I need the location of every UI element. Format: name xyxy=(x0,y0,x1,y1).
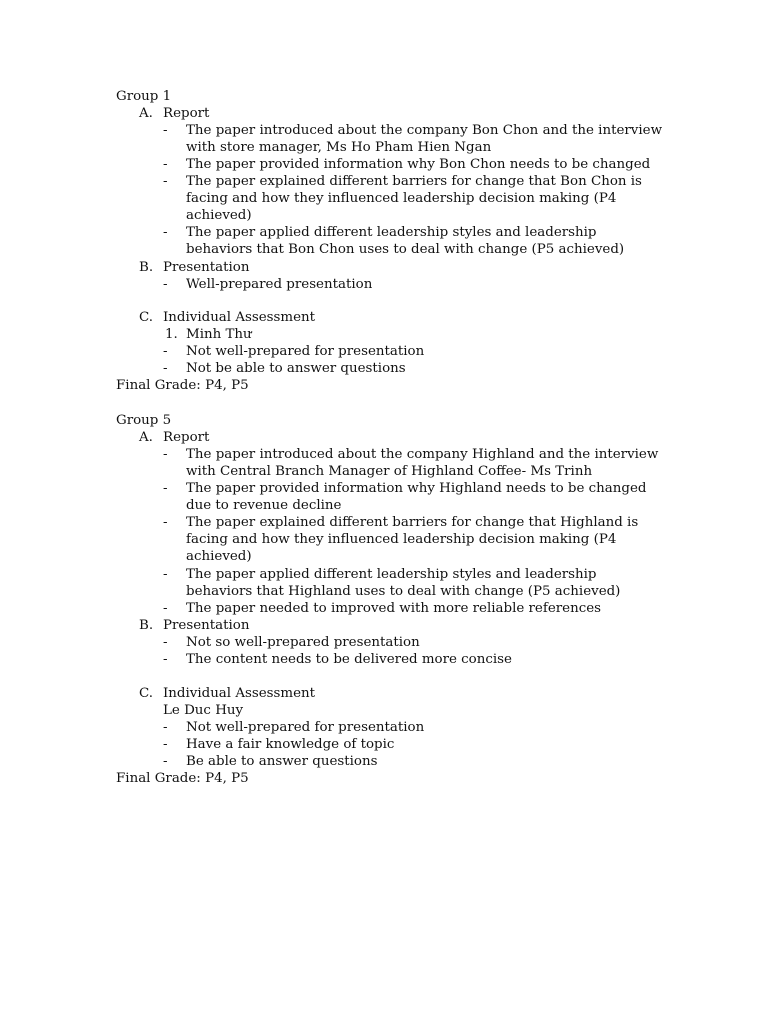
group5-report-item-3-line-2: facing and how they influenced leadership decision making (P4 xyxy=(186,532,617,547)
bullet-dash: - xyxy=(163,720,168,735)
group5-student-name: Le Duc Huy xyxy=(163,703,244,718)
group5-presentation-item-1: Not so well-prepared presentation xyxy=(186,635,420,650)
group1-student-name: Minh Thư xyxy=(186,327,252,342)
group1-report-item-1-line-2: with store manager, Ms Ho Pham Hien Ngan xyxy=(186,140,492,155)
group1-report-item-3-line-1: The paper explained different barriers for change that Bon Chon is xyxy=(186,174,642,189)
group5-report-item-2-line-2: due to revenue decline xyxy=(186,498,342,513)
group5-report-heading: Report xyxy=(163,430,210,445)
group5-report-item-5-line-1: The paper needed to improved with more reliable references xyxy=(186,601,601,616)
bullet-dash: - xyxy=(163,447,168,462)
bullet-dash: - xyxy=(163,567,168,582)
bullet-dash: - xyxy=(163,481,168,496)
group1-presentation-marker: B. xyxy=(139,260,154,275)
group1-report-heading: Report xyxy=(163,106,210,121)
bullet-dash: - xyxy=(163,174,168,189)
group1-title: Group 1 xyxy=(116,89,172,104)
group1-report-item-3-line-3: achieved) xyxy=(186,208,252,223)
group1-final-grade: Final Grade: P4, P5 xyxy=(116,378,249,393)
group1-student-marker: 1. xyxy=(165,327,178,342)
group5-individual-item-2: Have a fair knowledge of topic xyxy=(186,737,395,752)
bullet-dash: - xyxy=(163,754,168,769)
group1-individual-item-1: Not well-prepared for presentation xyxy=(186,344,425,359)
group5-presentation-marker: B. xyxy=(139,618,154,633)
group1-presentation-heading: Presentation xyxy=(163,260,250,275)
group5-individual-marker: C. xyxy=(139,686,154,701)
bullet-dash: - xyxy=(163,123,168,138)
bullet-dash: - xyxy=(163,601,168,616)
group5-final-grade: Final Grade: P4, P5 xyxy=(116,771,249,786)
bullet-dash: - xyxy=(163,652,168,667)
group5-presentation-item-2: The content needs to be delivered more concise xyxy=(186,652,512,667)
group5-individual-heading: Individual Assessment xyxy=(163,686,316,701)
group5-report-item-2-line-1: The paper provided information why Highland needs to be changed xyxy=(186,481,647,496)
group5-individual-item-3: Be able to answer questions xyxy=(186,754,378,769)
group1-presentation-item-1: Well-prepared presentation xyxy=(186,277,373,292)
bullet-dash: - xyxy=(163,635,168,650)
group1-report-item-1-line-1: The paper introduced about the company Bon Chon and the interview xyxy=(186,123,663,138)
bullet-dash: - xyxy=(163,225,168,240)
group5-report-item-4-line-1: The paper applied different leadership styles and leadership xyxy=(186,567,597,582)
group5-report-item-3-line-1: The paper explained different barriers for change that Highland is xyxy=(186,515,639,530)
group5-report-item-1-line-2: with Central Branch Manager of Highland Coffee- Ms Trinh xyxy=(186,464,593,479)
bullet-dash: - xyxy=(163,277,168,292)
group5-report-item-3-line-3: achieved) xyxy=(186,549,252,564)
group5-report-marker: A. xyxy=(139,430,153,445)
group1-individual-heading: Individual Assessment xyxy=(163,310,316,325)
bullet-dash: - xyxy=(163,157,168,172)
group1-report-item-4-line-2: behaviors that Bon Chon uses to deal with change (P5 achieved) xyxy=(186,242,625,257)
group5-title: Group 5 xyxy=(116,413,172,428)
bullet-dash: - xyxy=(163,737,168,752)
group1-report-item-3-line-2: facing and how they influenced leadership decision making (P4 xyxy=(186,191,617,206)
group5-presentation-heading: Presentation xyxy=(163,618,250,633)
group1-individual-item-2: Not be able to answer questions xyxy=(186,361,406,376)
group5-report-item-4-line-2: behaviors that Highland uses to deal with change (P5 achieved) xyxy=(186,584,621,599)
group1-report-item-2-line-1: The paper provided information why Bon Chon needs to be changed xyxy=(186,157,651,172)
group1-report-marker: A. xyxy=(139,106,153,121)
bullet-dash: - xyxy=(163,515,168,530)
bullet-dash: - xyxy=(163,344,168,359)
group5-report-item-1-line-1: The paper introduced about the company Highland and the interview xyxy=(186,447,659,462)
group1-individual-marker: C. xyxy=(139,310,154,325)
group1-report-item-4-line-1: The paper applied different leadership styles and leadership xyxy=(186,225,597,240)
bullet-dash: - xyxy=(163,361,168,376)
group5-individual-item-1: Not well-prepared for presentation xyxy=(186,720,425,735)
